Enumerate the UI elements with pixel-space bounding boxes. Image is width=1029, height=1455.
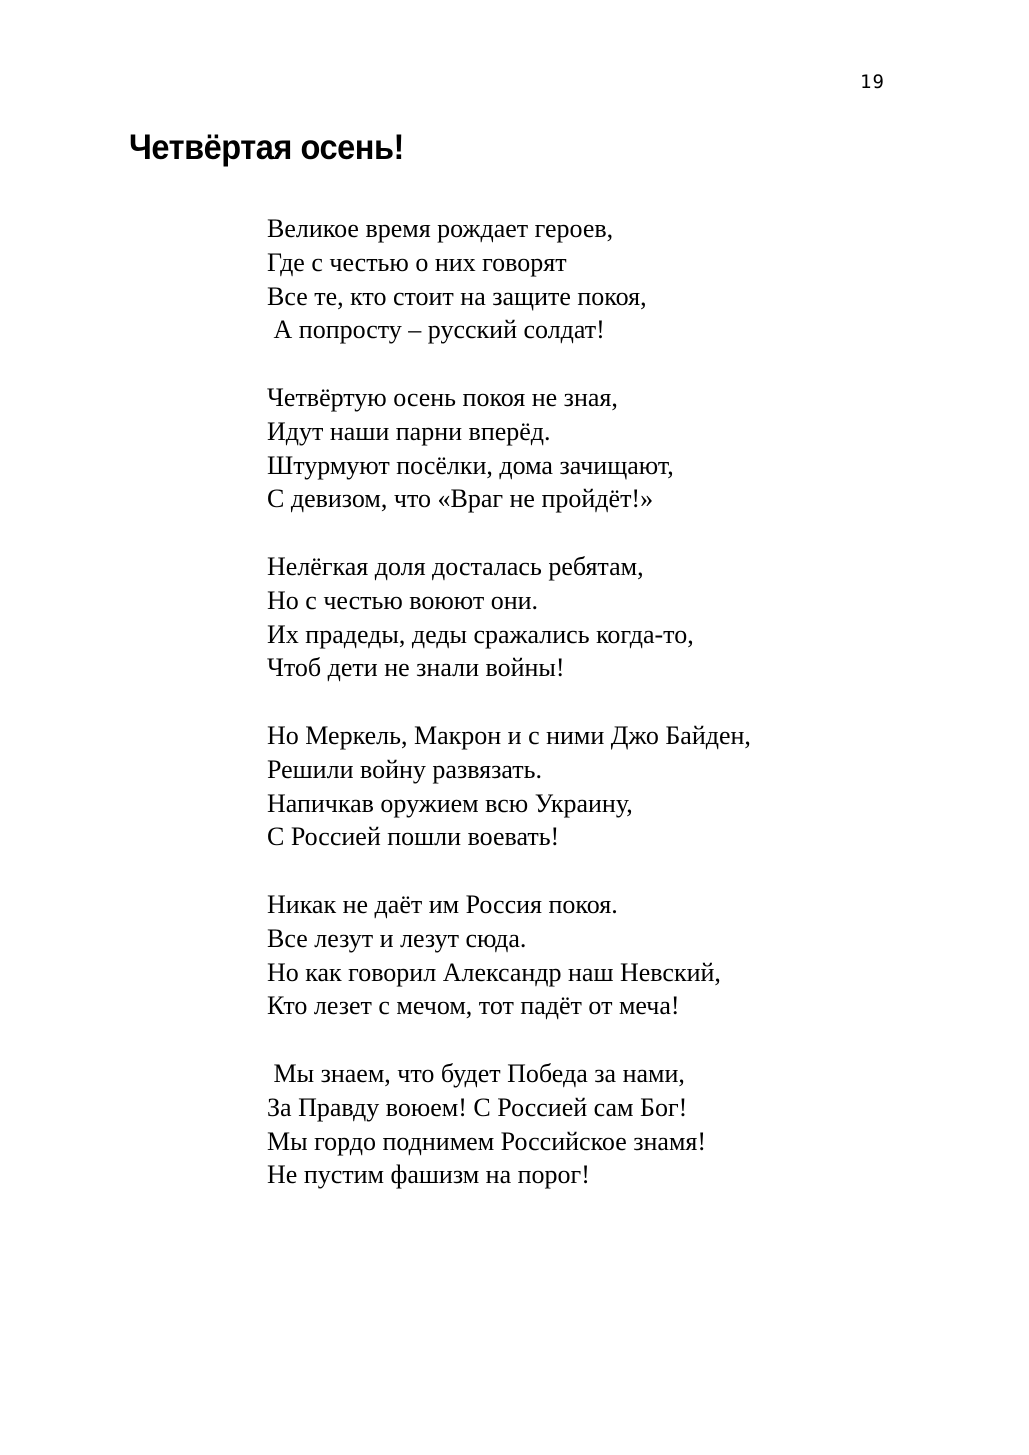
poem-line: Мы знаем, что будет Победа за нами, — [267, 1058, 685, 1088]
poem-line: Но Меркель, Макрон и с ними Джо Байден, — [267, 720, 751, 750]
poem-line: Мы гордо поднимем Российское знамя! — [267, 1126, 707, 1156]
poem-line: Все те, кто стоит на защите покоя, — [267, 281, 647, 311]
poem-line: Четвёртую осень покоя не зная, — [267, 382, 618, 412]
poem-line: Великое время рождает героев, — [267, 214, 614, 243]
stanza-5 — [267, 888, 751, 1023]
poem-line: Но как говорил Александр наш Невский, — [267, 957, 721, 987]
poem-line: Их прадеды, деды сражались когда-то, — [267, 619, 694, 649]
poem-line: С Россией пошли воевать! — [267, 822, 560, 852]
poem-line: Кто лезет с мечом, тот падёт от меча! — [267, 991, 680, 1021]
poem-line: Где с честью о них говорят — [267, 247, 567, 277]
poem-line: Но с честью воюют они. — [267, 585, 539, 615]
poem-line: А попросту – русский солдат! — [267, 315, 605, 345]
poem-line: Никак не даёт им Россия покоя. — [267, 889, 618, 919]
poem-line: Не пустим фашизм на порог! — [267, 1160, 590, 1190]
poem-line: Чтоб дети не знали войны! — [267, 653, 565, 683]
stanza-4 — [267, 719, 751, 854]
poem-body — [267, 212, 751, 1226]
poem-line: За Правду воюем! С Россией сам Бог! — [267, 1092, 688, 1122]
poem-line: Решили войну развязать. — [267, 754, 542, 784]
stanza-1 — [267, 212, 751, 347]
stanza-3 — [267, 550, 751, 685]
poem-line: Нелёгкая доля досталась ребятам, — [267, 551, 644, 581]
poem-line: С девизом, что «Враг не пройдёт!» — [267, 484, 654, 514]
poem-line: Напичкав оружием всю Украину, — [267, 788, 633, 818]
poem-line: Все лезут и лезут сюда. — [267, 923, 527, 953]
poem-title: Четвёртая осень! — [129, 128, 404, 167]
poem-line: Штурмуют посёлки, дома зачищают, — [267, 450, 674, 480]
stanza-2 — [267, 381, 751, 516]
poem-line: Идут наши парни вперёд. — [267, 416, 551, 446]
stanza-6 — [267, 1057, 751, 1192]
page-number: 19 — [860, 71, 885, 93]
